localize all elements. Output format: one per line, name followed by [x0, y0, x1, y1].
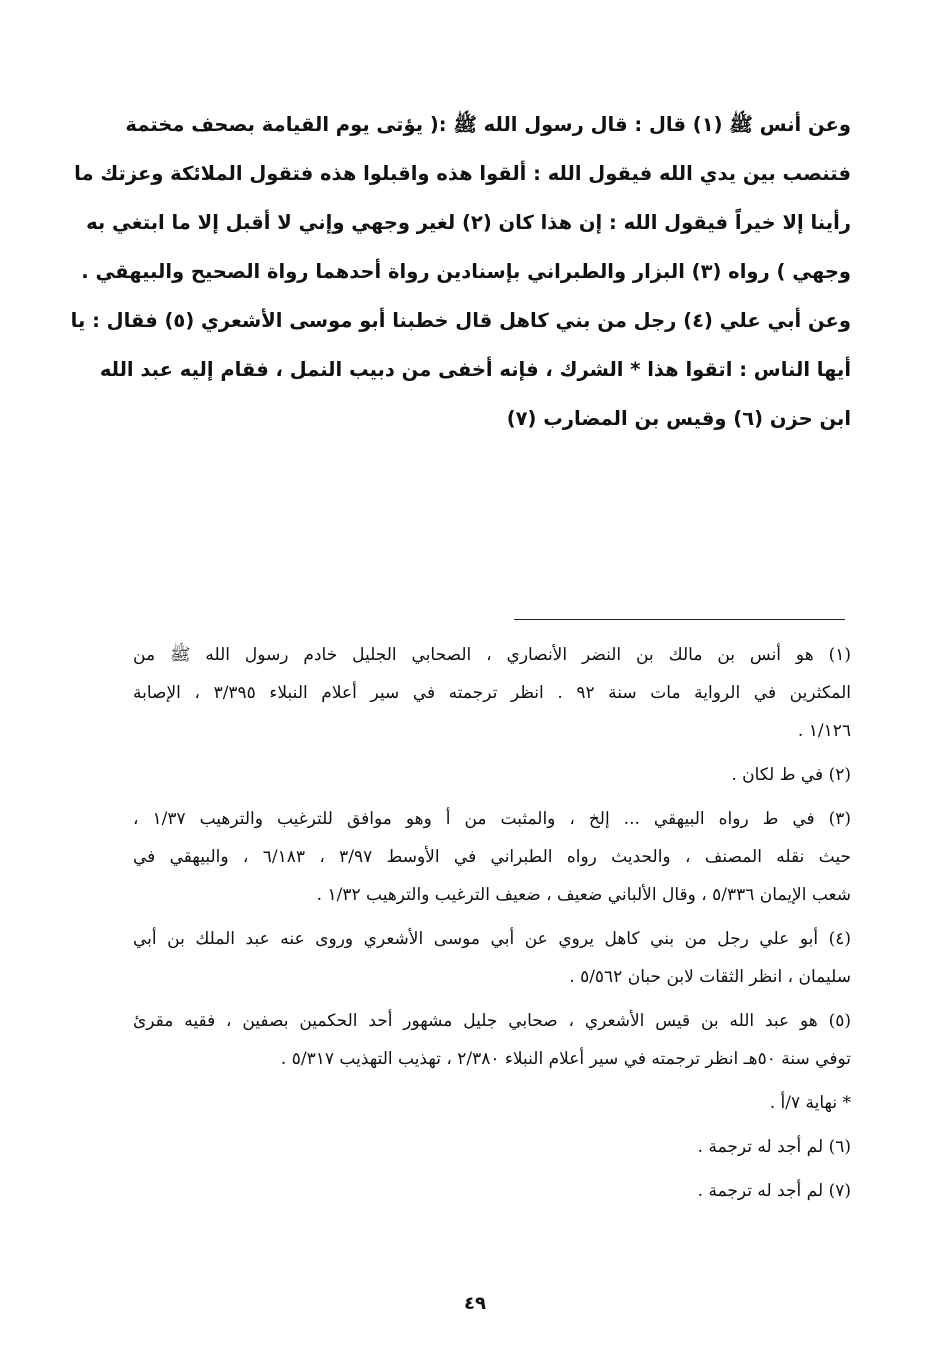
footnote-line: (٤) أبو علي رجل من بني كاهل يروي عن أبي موسى الأشعري وروى عنه عبد الملك بن أبي — [133, 929, 851, 949]
footnote-line: (٥) هو عبد الله بن قيس الأشعري ، صحابي جليل مشهور أحد الحكمين بصفين ، فقيه مقرئ — [133, 1011, 851, 1031]
main-text-line: وجهي ) رواه (٣) البزار والطبراني بإسنادين رواة أحدهما رواة الصحيح والبيهقي . — [81, 260, 851, 283]
main-text-line: فتنصب بين يدي الله فيقول الله : ألقوا هذه واقبلوا هذه فتقول الملائكة وعزتك ما — [74, 162, 851, 185]
footnote-line: * نهاية ٧/أ . — [769, 1093, 851, 1113]
footnote-line: (٧) لم أجد له ترجمة . — [697, 1181, 851, 1201]
footnote-line: شعب الإيمان ٥/٣٣٦ ، وقال الألباني ضعيف ، ضعيف الترغيب والترهيب ١/٣٢ . — [316, 885, 851, 905]
main-text-line: وعن أنس ﷺ (١) قال : قال رسول الله ﷺ :( يؤتى يوم القيامة بصحف مختمة — [125, 113, 851, 136]
main-text — [70, 100, 851, 443]
footnote-line: حيث نقله المصنف ، والحديث رواه الطبراني في الأوسط ٣/٩٧ ، ٦/١٨٣ ، والبيهقي في — [133, 847, 852, 867]
main-text-line: وعن أبي علي (٤) رجل من بني كاهل قال خطبنا أبو موسى الأشعري (٥) فقال : يا — [70, 309, 851, 332]
footnote-line: المكثرين في الرواية مات سنة ٩٢ . انظر ترجمته في سير أعلام النبلاء ٣/٣٩٥ ، الإصابة — [133, 683, 851, 703]
footnote-3 — [133, 800, 851, 914]
footnote-line: (٢) في ط لكان . — [731, 765, 851, 785]
footnote-5 — [133, 1002, 851, 1078]
footnote-6 — [133, 1128, 851, 1166]
footnote-line: (٦) لم أجد له ترجمة . — [697, 1137, 851, 1157]
page-number: ٤٩ — [464, 1293, 486, 1314]
footnote-4 — [133, 920, 851, 996]
footnote-1 — [133, 636, 851, 750]
main-text-line: رأينا إلا خيراً فيقول الله : إن هذا كان (٢) لغير وجهي وإني لا أقبل إلا ما ابتغي به — [86, 211, 851, 234]
footnote-line: توفي سنة ٥٠هـ انظر ترجمته في سير أعلام النبلاء ٢/٣٨٠ ، تهذيب التهذيب ٥/٣١٧ . — [280, 1049, 851, 1069]
footnote-2 — [133, 756, 851, 794]
footnote-folio-note — [133, 1084, 851, 1122]
footnotes — [133, 636, 851, 1210]
footnote-line: سليمان ، انظر الثقات لابن حبان ٥/٥٦٢ . — [569, 967, 851, 987]
main-text-line: أيها الناس : اتقوا هذا * الشرك ، فإنه أخفى من دبيب النمل ، فقام إليه عبد الله — [99, 358, 851, 381]
footnote-line: (٣) في ط رواه البيهقي ... إلخ ، والمثبت من أ وهو موافق للترغيب والترهيب ١/٣٧ ، — [133, 809, 852, 829]
footnote-line: (١) هو أنس بن مالك بن النضر الأنصاري ، الصحابي الجليل خادم رسول الله ﷺ من — [133, 645, 851, 665]
footnote-line: ١/١٢٦ . — [797, 721, 851, 741]
footnote-7 — [133, 1172, 851, 1210]
main-text-line: ابن حزن (٦) وقيس بن المضارب (٧) — [506, 407, 851, 430]
footnote-divider — [514, 619, 845, 620]
